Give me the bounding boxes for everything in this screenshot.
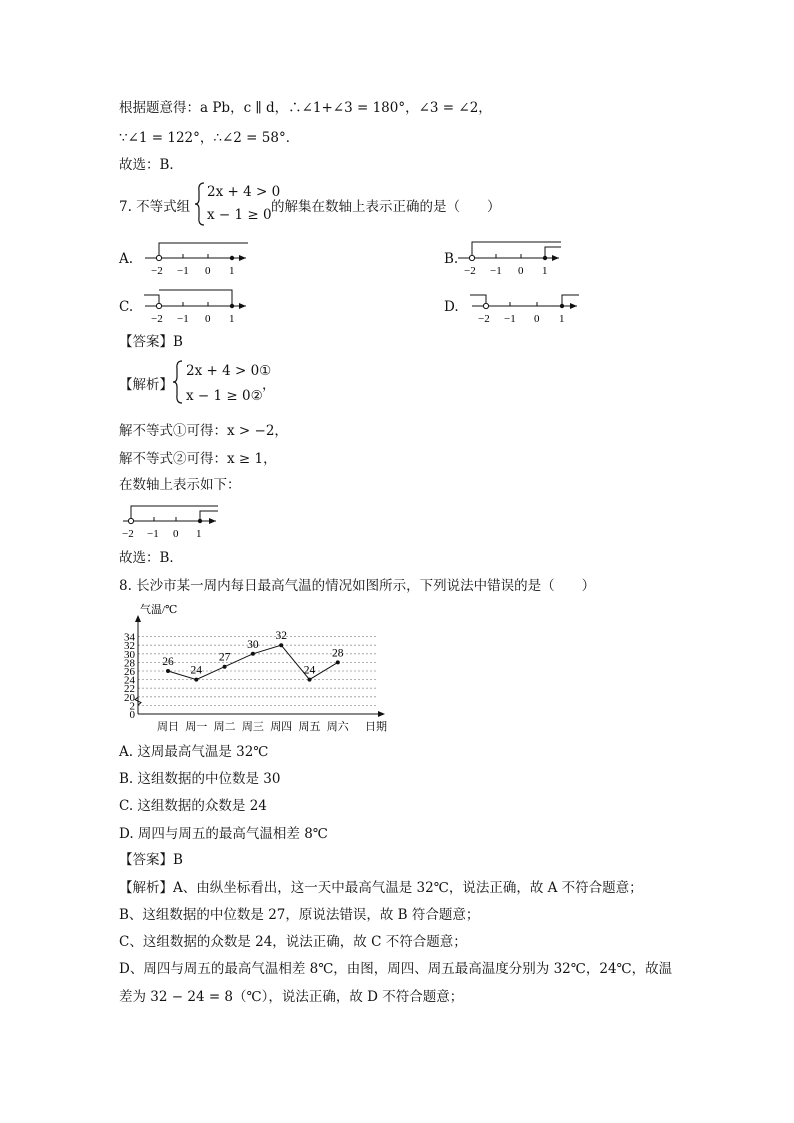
q7-ineq-2: x − 1 ≥ 0 <box>207 207 272 223</box>
x-axis-arrow <box>378 711 385 717</box>
tick-label: 0 <box>205 265 211 277</box>
q7-analysis-comma: ， <box>262 377 276 393</box>
q8-question: 8. 长沙市某一周内每日最高气温的情况如图所示，下列说法中错误的是（ ） <box>119 578 596 594</box>
tick-label: −1 <box>147 528 159 540</box>
tick-label: 1 <box>229 265 235 277</box>
y-tick-label: 28 <box>124 657 135 670</box>
x-tick-label: 周日 <box>157 721 179 733</box>
q8-option-b: B. 这组数据的中位数是 30 <box>119 771 281 787</box>
q8-explanation-4: D、周四与周五的最高气温相差 8℃，由图，周四、周五最高温度分别为 32℃，24℃，故温 <box>119 961 673 977</box>
tick-label: 0 <box>534 313 540 325</box>
y-tick-label: 30 <box>124 648 135 661</box>
q7-option-d-label: D. <box>444 299 459 315</box>
tick-label: −2 <box>151 265 163 277</box>
x-tick-label: 周六 <box>326 721 349 733</box>
data-point <box>308 678 312 682</box>
q7-step-3: 在数轴上表示如下： <box>119 477 241 493</box>
q7-analysis-ineq-2: x − 1 ≥ 0② <box>186 388 263 404</box>
tick-label: −2 <box>464 265 476 277</box>
y-tick-label: 2 <box>129 700 135 713</box>
chart-series <box>162 630 344 681</box>
data-label: 24 <box>303 664 316 677</box>
q7-prefix: 7. 不等式组 <box>119 199 191 215</box>
y-tick-label: 24 <box>124 674 135 687</box>
tick-label: 1 <box>229 313 235 325</box>
q7-ineq-1: 2x + 4 > 0 <box>207 184 281 200</box>
tick-label: −2 <box>478 313 490 325</box>
tick-label: 0 <box>205 313 211 325</box>
q8-explanation-1: 【解析】A、由纵坐标看出，这一天中最高气温是 32℃，说法正确，故 A 不符合题意； <box>119 880 643 896</box>
x-tick-label: 周五 <box>298 721 321 733</box>
q7-analysis-brace <box>172 359 184 405</box>
number-line-c <box>140 286 255 326</box>
number-line-d <box>467 286 585 326</box>
q8-option-c: C. 这组数据的众数是 24 <box>119 798 267 814</box>
data-point <box>194 678 198 682</box>
tick-label: 1 <box>542 265 548 277</box>
q8-explanation-3: C、这组数据的众数是 24，说法正确，故 C 不符合题意； <box>119 934 467 950</box>
tick-label: −1 <box>177 265 189 277</box>
q7-step-1: 解不等式①可得：x > −2， <box>119 423 288 439</box>
chart-x-label: 日期 <box>365 721 387 733</box>
number-line-a <box>140 238 255 278</box>
data-point <box>223 665 227 669</box>
data-point <box>279 643 283 647</box>
x-tick-label: 周四 <box>270 721 293 733</box>
tick-label: 1 <box>196 528 202 540</box>
data-point <box>251 652 255 656</box>
chart-y-ticks <box>124 632 136 721</box>
data-label: 32 <box>275 630 287 643</box>
y-axis-arrow <box>135 615 141 622</box>
number-line-b <box>453 238 568 278</box>
y-tick-label: 20 <box>124 691 135 704</box>
temperature-chart <box>115 600 395 735</box>
data-label: 27 <box>218 651 231 664</box>
tick-label: −1 <box>490 265 502 277</box>
q7-option-a-label: A. <box>119 251 134 267</box>
x-tick-label: 周二 <box>213 721 236 733</box>
data-label: 28 <box>332 647 344 660</box>
chart-x-ticks <box>157 720 350 733</box>
q7-suffix: 的解集在数轴上表示正确的是（ ） <box>271 199 501 215</box>
y-tick-label: 0 <box>129 709 135 721</box>
tick-label: 1 <box>559 313 565 325</box>
q8-explanation-5: 差为 32 − 24 = 8（℃），说法正确，故 D 不符合题意； <box>119 989 464 1005</box>
tick-label: −2 <box>122 528 134 540</box>
data-point <box>336 660 340 664</box>
y-tick-label: 32 <box>124 640 135 653</box>
number-line-solution <box>118 501 223 541</box>
tick-label: 0 <box>173 528 179 540</box>
tick-label: 0 <box>518 265 524 277</box>
q7-step-2: 解不等式②可得：x ≥ 1， <box>119 451 277 467</box>
y-tick-label: 22 <box>124 683 135 696</box>
tick-label: −1 <box>177 313 189 325</box>
intro-line-3: 故选：B． <box>119 157 183 173</box>
x-tick-label: 周一 <box>185 721 208 733</box>
tick-label: −2 <box>151 313 163 325</box>
q8-answer: 【答案】B <box>119 852 183 868</box>
data-label: 30 <box>247 638 259 651</box>
q8-option-a: A. 这周最高气温是 32℃ <box>119 744 269 760</box>
chart-y-label: 气温/℃ <box>140 604 178 616</box>
q7-option-b-label: B. <box>444 251 459 267</box>
x-tick-label: 周三 <box>241 721 264 733</box>
data-label: 24 <box>190 664 203 677</box>
tick-label: −1 <box>504 313 516 325</box>
q7-conclusion: 故选：B． <box>119 550 183 566</box>
q7-analysis-ineq-1: 2x + 4 > 0① <box>186 363 272 379</box>
q8-option-d: D. 周四与周五的最高气温相差 8℃ <box>119 826 328 842</box>
y-tick-label: 26 <box>124 666 135 678</box>
intro-line-2: ∵∠1 = 122°，∴∠2 = 58°． <box>119 130 300 146</box>
q7-analysis-label: 【解析】 <box>119 377 173 393</box>
y-tick-label: 34 <box>124 631 135 644</box>
data-label: 26 <box>162 656 174 668</box>
q7-answer: 【答案】B <box>119 334 183 350</box>
q7-option-c-label: C. <box>119 299 134 315</box>
q7-brace <box>194 181 206 227</box>
intro-line-1: 根据题意得：a Pb，c ∥ d，∴∠1+∠3 = 180°，∠3 = ∠2， <box>119 100 492 116</box>
data-point <box>166 669 170 673</box>
q8-explanation-2: B、这组数据的中位数是 27，原说法错误，故 B 符合题意； <box>119 907 480 923</box>
